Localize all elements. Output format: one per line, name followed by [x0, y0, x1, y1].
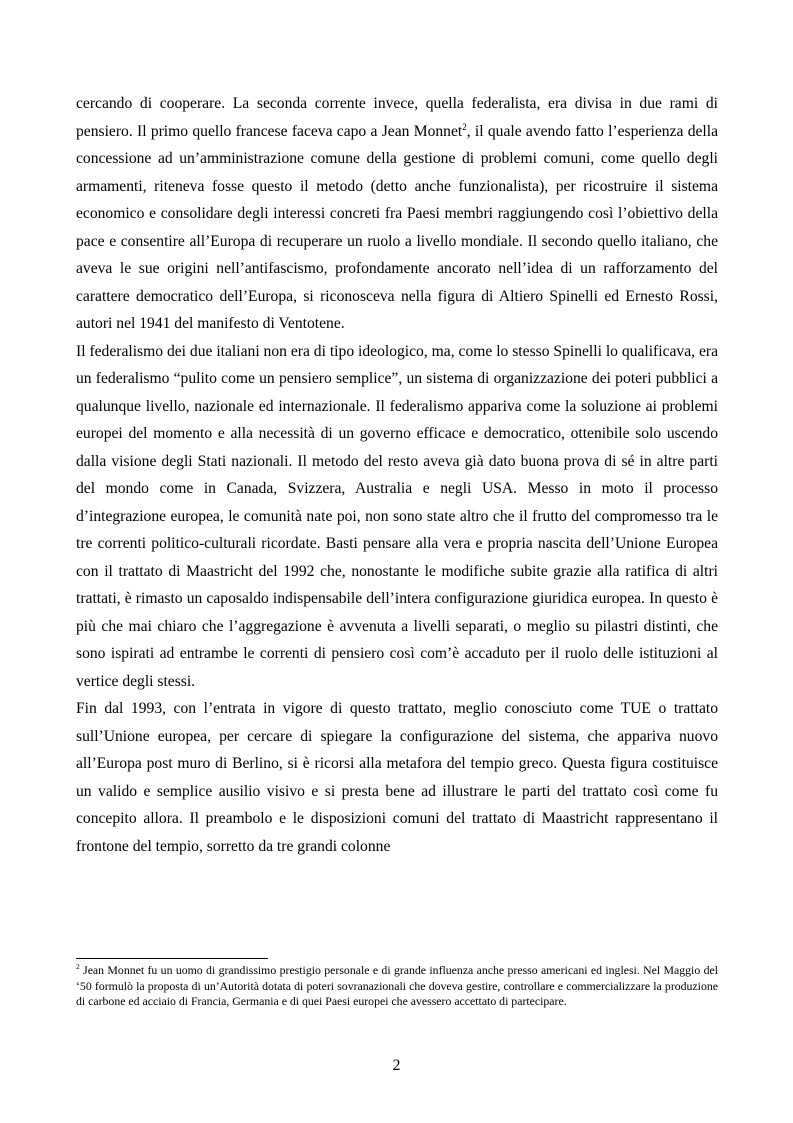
footnote-divider: [76, 958, 268, 959]
footnote-reference[interactable]: 2: [462, 121, 467, 132]
body-text: [76, 90, 718, 860]
paragraph-1-text-after: , il quale avendo fatto l’esperienza della concessione ad un’amministrazione comune della gestione di problemi comuni, come quello degli armamenti, riteneva fosse questo il metodo (detto anche funzionalista), per ricostruire il sistema economico e consolidare degli interessi concreti fra Paesi membri raggiungendo così l’obiettivo della pace e consentire all’Europa di recuperare un ruolo a livello mondiale. Il secondo quello italiano, che aveva le sue origini nell’antifascismo, profondamente ancorato nell’idea di un rafforzamento del carattere democratico dell’Europa, si riconosceva nella figura di Altiero Spinelli ed Ernesto Rossi, autori nel 1941 del manifesto di Ventotene.: [76, 122, 719, 332]
footnote-text: Jean Monnet fu un uomo di grandissimo prestigio personale e di grande influenza anche presso americani ed inglesi. Nel Maggio del ‘50 formulò la proposta di un’Autorità dotata di poteri sovranazionali che doveva gestire, controllare e commercializzare la produzione di carbone ed acciaio di Francia, Germania e di quei Paesi europei che avessero accettato di partecipare.: [76, 963, 718, 1009]
page-number: 2: [392, 1057, 401, 1074]
paragraph-1: [76, 90, 718, 338]
footnote: [76, 963, 718, 1010]
paragraph-2: Il federalismo dei due italiani non era di tipo ideologico, ma, come lo stesso Spinelli lo qualificava, era un federalismo “pulito come un pensiero semplice”, un sistema di organizzazione dei poteri pubblici a qualunque livello, nazionale ed internazionale. Il federalismo appariva come la soluzione ai problemi europei del momento e alla necessità di un governo efficace e democratico, ottenibile solo uscendo dalla visione degli Stati nazionali. Il metodo del resto aveva già dato buona prova di sé in altre parti del mondo come in Canada, Svizzera, Australia e negli USA. Messo in moto il processo d’integrazione europea, le comunità nate poi, non sono state altro che il frutto del compromesso tra le tre correnti politico-culturali ricordate. Basti pensare alla vera e propria nascita dell’Unione Europea con il trattato di Maastricht del 1992 che, nonostante le modifiche subite grazie alla ratifica di altri trattati, è rimasto un caposaldo indispensabile dell’intera configurazione giuridica europea. In questo è più che mai chiaro che l’aggregazione è avvenuta a livelli separati, o meglio su pilastri distinti, che sono ispirati ad entrambe le correnti di pensiero così com’è accaduto per il ruolo delle istituzioni al vertice degli stessi.: [76, 342, 718, 690]
footnote-number: 2: [76, 962, 80, 972]
paragraph-3: Fin dal 1993, con l’entrata in vigore di questo trattato, meglio conosciuto come TUE o trattato sull’Unione europea, per cercare di spiegare la configurazione del sistema, che appariva nuovo all’Europa post muro di Berlino, si è ricorsi alla metafora del tempio greco. Questa figura costituisce un valido e semplice ausilio visivo e si presta bene ad illustrare le parti del trattato così come fu concepito allora. Il preambolo e le disposizioni comuni del trattato di Maastricht rappresentano il frontone del tempio, sorretto da tre grandi colonne: [76, 700, 718, 855]
paragraph-1-text-before: cercando di cooperare. La seconda corrente invece, quella federalista, era divisa in due rami di pensiero. Il primo quello francese faceva capo a Jean Monnet: [76, 95, 718, 140]
